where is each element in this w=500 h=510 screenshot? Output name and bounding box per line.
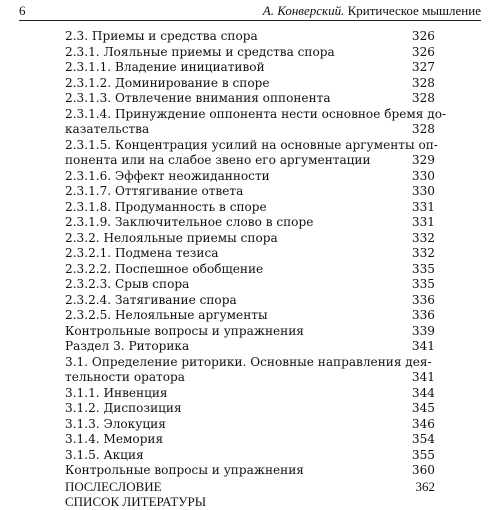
toc-entry-title: 2.3.1. Лояльные приемы и средства спора <box>65 44 335 59</box>
toc-entry-page: 336 <box>411 308 435 322</box>
toc-entry-title: 2.3. Приемы и средства спора <box>65 29 258 43</box>
toc-entry <box>65 122 435 138</box>
toc-entry <box>65 246 435 262</box>
toc-entry-page: 339 <box>411 323 435 338</box>
toc-entry-title: тельности оратора <box>65 370 185 384</box>
toc-entry-page: 336 <box>411 292 435 307</box>
toc-entry-page: 344 <box>411 385 435 400</box>
toc-entry-title: 2.3.1.8. Продуманность в споре <box>65 199 267 214</box>
toc-entry-title: 3.1.4. Мемория <box>65 432 164 446</box>
toc-entry-page: 332 <box>411 246 435 260</box>
toc-entry <box>65 463 435 479</box>
toc-entry-page: 341 <box>411 339 435 353</box>
toc-entry-page: 341 <box>411 370 435 384</box>
toc-entry <box>65 91 435 107</box>
toc-entry <box>65 448 435 464</box>
toc-entry-title: 2.3.2.5. Нелояльные аргументы <box>65 308 268 322</box>
toc-entry <box>65 417 435 433</box>
toc-entry <box>65 401 435 417</box>
toc-entry <box>65 479 435 495</box>
toc-entry <box>65 386 435 402</box>
toc-entry-page: 354 <box>411 432 435 446</box>
toc-entry-page: 326 <box>411 29 435 43</box>
toc-entry <box>65 339 435 355</box>
toc-entry-title: 2.3.1.4. Принуждение оппонента нести основное бремя до- <box>65 106 447 121</box>
toc-entry <box>65 231 435 247</box>
toc-entry <box>65 262 435 278</box>
toc-entry <box>65 308 435 324</box>
toc-entry <box>65 60 435 76</box>
toc-entry-page: 328 <box>411 75 435 90</box>
toc-entry <box>65 169 435 185</box>
running-header <box>19 2 481 21</box>
toc-entry-page: 328 <box>411 91 435 105</box>
toc-entry <box>65 355 435 371</box>
toc-entry-page: 330 <box>411 184 435 198</box>
toc-entry <box>65 432 435 448</box>
toc-entry-page: 330 <box>411 168 435 183</box>
toc-entry <box>65 370 435 386</box>
toc-entry-title: 2.3.2.3. Срыв спора <box>65 277 190 291</box>
table-of-contents <box>65 29 447 510</box>
toc-entry-page: 326 <box>411 44 435 59</box>
toc-entry <box>65 106 447 123</box>
toc-entry <box>65 76 435 92</box>
toc-entry-page: 327 <box>411 60 435 74</box>
toc-entry-page: 335 <box>411 261 435 276</box>
toc-entry-title: 3.1. Определение риторики. Основные направления дея- <box>65 354 432 369</box>
toc-entry-page: 346 <box>411 416 435 431</box>
toc-entry-title: 2.3.1.5. Концентрация усилий на основные аргументы оп- <box>65 137 438 152</box>
toc-entry-title: 3.1.3. Элокуция <box>65 416 166 431</box>
toc-entry <box>65 324 435 340</box>
toc-entry-title: 2.3.1.7. Оттягивание ответа <box>65 184 244 198</box>
toc-entry-page: 328 <box>411 122 435 136</box>
book-title: Критическое мышление <box>347 3 481 18</box>
toc-entry <box>65 184 435 200</box>
toc-entry-page: 331 <box>411 215 435 229</box>
toc-entry-title: 3.1.1. Инвенция <box>65 385 168 400</box>
toc-entry-page: 335 <box>411 277 435 291</box>
toc-entry-title: 2.3.1.1. Владение инициативой <box>65 60 265 74</box>
toc-entry <box>65 277 435 293</box>
toc-entry <box>65 137 438 154</box>
toc-entry <box>65 215 435 231</box>
toc-entry-title: 2.3.2.1. Подмена тезиса <box>65 246 219 260</box>
toc-entry-title: 2.3.1.3. Отвлечение внимания оппонента <box>65 91 331 105</box>
toc-entry <box>65 45 435 61</box>
toc-entry-title: 3.1.2. Диспозиция <box>65 401 182 415</box>
toc-entry <box>65 494 435 510</box>
toc-entry <box>65 293 435 309</box>
toc-entry-title: СПИСОК ЛИТЕРАТУРЫ <box>65 494 207 509</box>
toc-entry-title: ПОСЛЕСЛОВИЕ <box>65 478 162 494</box>
toc-entry-title: 2.3.1.9. Заключительное слово в споре <box>65 215 314 229</box>
toc-entry-title: понента или на слабое звено его аргументации <box>65 153 371 167</box>
toc-entry <box>65 200 435 216</box>
toc-entry-page: 345 <box>411 401 435 415</box>
toc-entry-page: 331 <box>411 199 435 214</box>
author-name: А. Конверский. <box>262 3 345 18</box>
toc-entry <box>65 29 435 45</box>
toc-entry-title: Контрольные вопросы и упражнения <box>65 323 304 338</box>
running-title <box>263 3 481 19</box>
toc-entry-title: Контрольные вопросы и упражнения <box>65 463 304 477</box>
toc-entry-page: 360 <box>411 463 435 477</box>
toc-entry-title: Раздел 3. Риторика <box>65 339 190 353</box>
toc-entry-title: 2.3.2. Нелояльные приемы спора <box>65 230 278 245</box>
toc-entry-page: 355 <box>411 447 435 462</box>
toc-entry-page: 362 <box>415 478 435 494</box>
toc-entry-title: 2.3.2.4. Затягивание спора <box>65 292 237 307</box>
toc-entry-title: 2.3.1.6. Эффект неожиданности <box>65 168 270 183</box>
page-number: 6 <box>19 3 26 18</box>
toc-entry-page: 329 <box>411 153 435 167</box>
toc-entry-title: 3.1.5. Акция <box>65 447 144 462</box>
toc-entry-title: казательства <box>65 122 150 136</box>
toc-entry-page: 332 <box>411 230 435 245</box>
toc-entry-title: 2.3.2.2. Поспешное обобщение <box>65 261 264 276</box>
toc-entry-title: 2.3.1.2. Доминирование в споре <box>65 75 270 90</box>
toc-entry <box>65 153 435 169</box>
